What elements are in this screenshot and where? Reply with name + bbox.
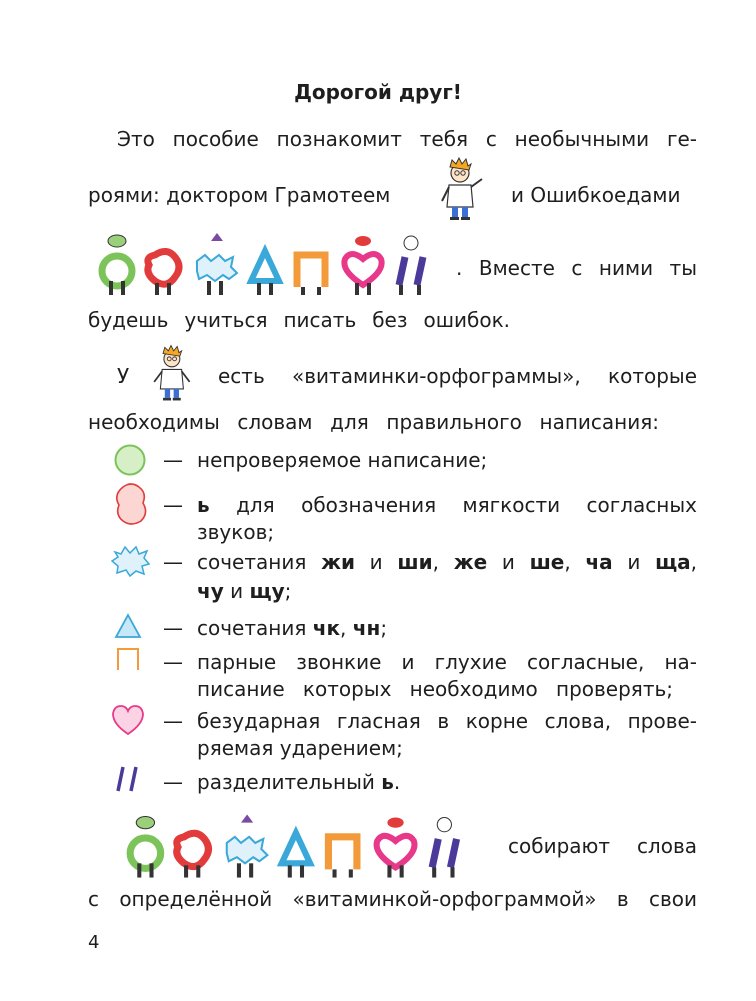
intro-line-6: необходимы словам для правильного написания: [88, 410, 659, 434]
oshibkoedy-group-icon [93, 227, 449, 303]
blue-burst-icon [111, 544, 151, 582]
b: жи [321, 550, 355, 574]
t: ; [380, 616, 388, 640]
doctor-gramotey-icon-small [140, 340, 202, 410]
legend-item-2-line-2: звуков; [197, 520, 275, 544]
legend-item-5-line-2: писание которых необходимо проверять; [197, 677, 673, 701]
b: чк [312, 616, 341, 640]
pink-heart-icon [110, 703, 146, 741]
intro-line-5a: У [117, 364, 130, 388]
legend-dash-4: — [163, 616, 183, 640]
intro-line-2b: и Ошибкоедами [511, 183, 681, 207]
t: и [487, 550, 530, 574]
t: сочетания [197, 616, 313, 640]
legend-dash-1: — [163, 448, 183, 472]
doctor-gramotey-icon [424, 155, 494, 227]
legend-item-1: непроверяемое написание; [197, 448, 488, 472]
legend-item-6-line-1: безударная гласная в корне слова, прове- [197, 709, 697, 733]
t: ; [284, 579, 292, 603]
legend-item-3-line-1 [197, 550, 697, 574]
legend-item-5-line-1: парные звонкие и глухие согласные, на- [197, 650, 697, 674]
legend-item-7 [197, 770, 400, 794]
b: ча [585, 550, 613, 574]
legend-dash-3: — [163, 550, 183, 574]
t: и [223, 579, 250, 603]
soft-sign-bold: ь [197, 493, 210, 517]
t: , [564, 550, 586, 574]
t: и [612, 550, 656, 574]
b: ща [655, 550, 691, 574]
b: ь [381, 770, 394, 794]
t: и [354, 550, 398, 574]
legend-item-6-line-2: ряемая ударением; [197, 736, 403, 760]
b: ше [529, 550, 565, 574]
oshibkoedy-group-icon-2 [121, 808, 483, 886]
legend-item-2-text: для обозначения мягкости согласных [209, 493, 697, 517]
t: , [690, 550, 698, 574]
page-title: Дорогой друг! [294, 80, 462, 104]
green-circle-icon [113, 443, 147, 481]
t: разделительный [197, 770, 382, 794]
t: , [340, 616, 353, 640]
t: . [393, 770, 401, 794]
b: чу [197, 579, 224, 603]
outro-line-1: собирают слова [508, 834, 697, 858]
b: же [453, 550, 488, 574]
intro-line-4: будешь учиться писать без ошибок. [88, 308, 510, 332]
legend-dash-5: — [163, 650, 183, 674]
intro-line-3: . Вместе с ними ты [456, 256, 697, 280]
intro-line-2a: роями: доктором Грамотеем [88, 183, 391, 207]
outro-line-2: с определённой «витаминкой-орфограммой» в свои [88, 887, 697, 911]
legend-dash-6: — [163, 709, 183, 733]
t: , [432, 550, 454, 574]
b: щу [249, 579, 285, 603]
legend-item-3-line-2 [197, 579, 291, 603]
t: сочетания [197, 550, 322, 574]
intro-line-1: Это пособие познакомит тебя с необычными ге- [117, 127, 697, 151]
legend-item-4 [197, 616, 387, 640]
intro-line-5b: есть «витаминки-орфограммы», которые [218, 364, 697, 388]
orange-bracket-icon [114, 646, 142, 676]
purple-slashes-icon [112, 764, 144, 798]
legend-dash-7: — [163, 770, 183, 794]
legend-dash-2: — [163, 493, 183, 517]
pink-blob-icon [113, 481, 149, 531]
blue-triangle-icon [113, 612, 143, 644]
legend-item-2-line-1 [197, 493, 697, 517]
b: ши [397, 550, 433, 574]
b: чн [352, 616, 381, 640]
page-number: 4 [88, 932, 100, 953]
